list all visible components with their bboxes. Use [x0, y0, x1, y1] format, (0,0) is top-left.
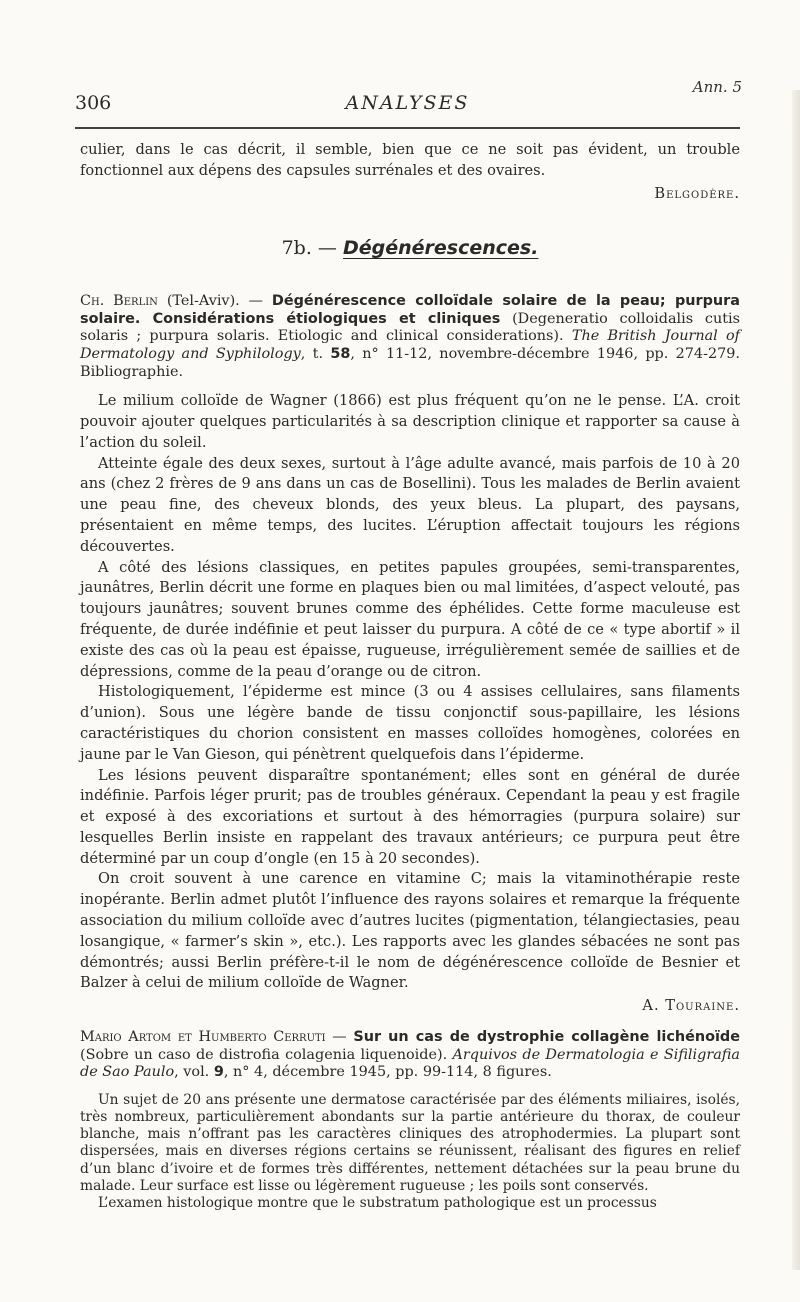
section-heading: [80, 238, 740, 259]
continued-paragraph: culier, dans le cas décrit, il semble, bien que ce ne soit pas évident, un trouble fonctionnel aux dépens des capsules surrénales et des ovaires.: [80, 141, 740, 179]
article2-vol: , vol.: [174, 1064, 214, 1081]
running-title: ANALYSES: [345, 92, 470, 114]
article2-dash: —: [325, 1029, 354, 1046]
article1-title: Dégénérescence colloïdale solaire de la peau; purpura solaire. Considérations étiologiques et cliniques: [80, 293, 740, 327]
article1-details: , n° 11-12, novembre-décembre 1946, pp. 274-279. Bibliographie.: [80, 345, 740, 380]
section-number: 7b. —: [281, 237, 337, 260]
article2-paragraph: L’examen histologique montre que le substratum pathologique est un processus: [98, 1195, 657, 1212]
article1-paragraph: On croit souvent à une carence en vitamine C; mais la vitaminothérapie reste inopérante. Berlin admet plutôt l’influence des rayons solaires et remarque la fréquente association du milium colloïde avec d’autres lucites (pigmentation, télangiectasies, peau losangique, « farmer’s skin », etc.). Les rapports avec les glandes sébacées ne sont pas démontrés; aussi Berlin préfère-t-il le nom de dégénérescence colloïde de Besnier et Balzer à celui de milium colloïde de Wagner.: [80, 870, 740, 992]
article1-reference: [80, 293, 740, 381]
article1-tome: , t.: [300, 345, 331, 362]
signature-touraine: A. Touraine.: [642, 997, 740, 1015]
article1-paragraph: A côté des lésions classiques, en petites papules groupées, semi-transparentes, jaunâtres, Berlin décrit une forme en plaques bien ou mal limitées, d’aspect velouté, pas toujours jaunâtres; souvent brunes comme des éphélides. Cette forme maculeuse est fréquente, de durée indéfinie et peut laisser du purpura. A côté de ce « type abortif » il existe des cas où la peau est épaisse, rugueuse, irrégulièrement semée de saillies et de dépressions, comme de la peau d’orange ou de citron.: [80, 558, 740, 680]
article1-paragraph: Atteinte égale des deux sexes, surtout à l’âge adulte avancé, mais parfois de 10 à 20 ans (chez 2 frères de 9 ans dans un cas de Bosellini). Tous les malades de Berlin avaient une peau fine, des cheveux blonds, des yeux bleus. La plupart, des paysans, présentaient en même temps, des lucites. L’éruption affectait toujours les régions découvertes.: [80, 454, 740, 555]
signature-belgodere: Belgodère.: [654, 184, 740, 202]
page-edge: [792, 90, 800, 1270]
article2-latin: (Sobre un caso de distrofia colagenia liquenoide).: [80, 1046, 453, 1063]
article1-paragraph: Le milium colloïde de Wagner (1866) est plus fréquent qu’on ne le pense. L’A. croit pouvoir ajouter quelques particularités à sa description clinique et rapporter sa cause à l’action du soleil.: [80, 392, 740, 451]
article2-paragraph: Un sujet de 20 ans présente une dermatose caractérisée par des éléments miliaires, isolés, très nombreux, particulièrement abondants sur la partie antérieure du thorax, de couleur blanche, mais n’offrant pas les caractères cliniques des atrophodermies. La plupart sont dispersées, mais en diverses régions certains se réunissent, réalisant des figures en relief d’un blanc d’ivoire et de formes très différentes, nettement détachées sur la peau brune du malade. Leur surface est lisse ou légèrement rugueuse ; les poils sont conservés.: [80, 1091, 740, 1194]
page-header: [75, 92, 740, 122]
article1-journal: The British Journal of Dermatology and Syphilology: [80, 328, 740, 362]
article1-paragraph: Histologiquement, l’épiderme est mince (3 ou 4 assises cellulaires, sans filaments d’union). Sous une légère bande de tissu conjonctif sous-papillaire, les lésions caractéristiques du chorion consistent en masses colloïdes homogènes, colorées en jaune par le Van Gieson, qui pénètrent quelquefois dans l’épiderme.: [80, 683, 740, 763]
article2-journal: Arquivos de Dermatologia e Sifiligrafia de Sao Paulo: [80, 1046, 740, 1081]
article1-place: (Tel-Aviv). —: [157, 293, 272, 310]
section-title: Dégénérescences.: [342, 237, 539, 260]
article1-latin: (Degeneratio colloidalis cutis solaris ; purpura solaris. Etiologic and clinical considerations).: [80, 310, 740, 345]
volume-annotation: Ann. 5: [692, 78, 742, 96]
header-rule: [75, 127, 740, 129]
article2-authors: Mario Artom et Humberto Cerruti: [80, 1029, 326, 1046]
article2-volume: 9: [213, 1064, 224, 1081]
article2-title: Sur un cas de dystrophie collagène lichénoïde: [353, 1029, 740, 1046]
page-number: 306: [75, 92, 112, 114]
page-body: [80, 140, 740, 1212]
article2-reference: [80, 1029, 740, 1082]
article2-details: , n° 4, décembre 1945, pp. 99-114, 8 figures.: [223, 1064, 552, 1081]
article1-volume: 58: [330, 345, 351, 362]
article1-author: Ch. Berlin: [80, 293, 158, 310]
article1-paragraph: Les lésions peuvent disparaître spontanément; elles sont en général de durée indéfinie. Parfois léger prurit; pas de troubles généraux. Cependant la peau y est fragile et exposé à des excoriations et surtout à des hémorragies (purpura solaire) sur lesquelles Berlin insiste en rappelant des travaux antérieurs; ce purpura peut être déterminé par un coup d’ongle (en 15 à 20 secondes).: [80, 766, 740, 867]
